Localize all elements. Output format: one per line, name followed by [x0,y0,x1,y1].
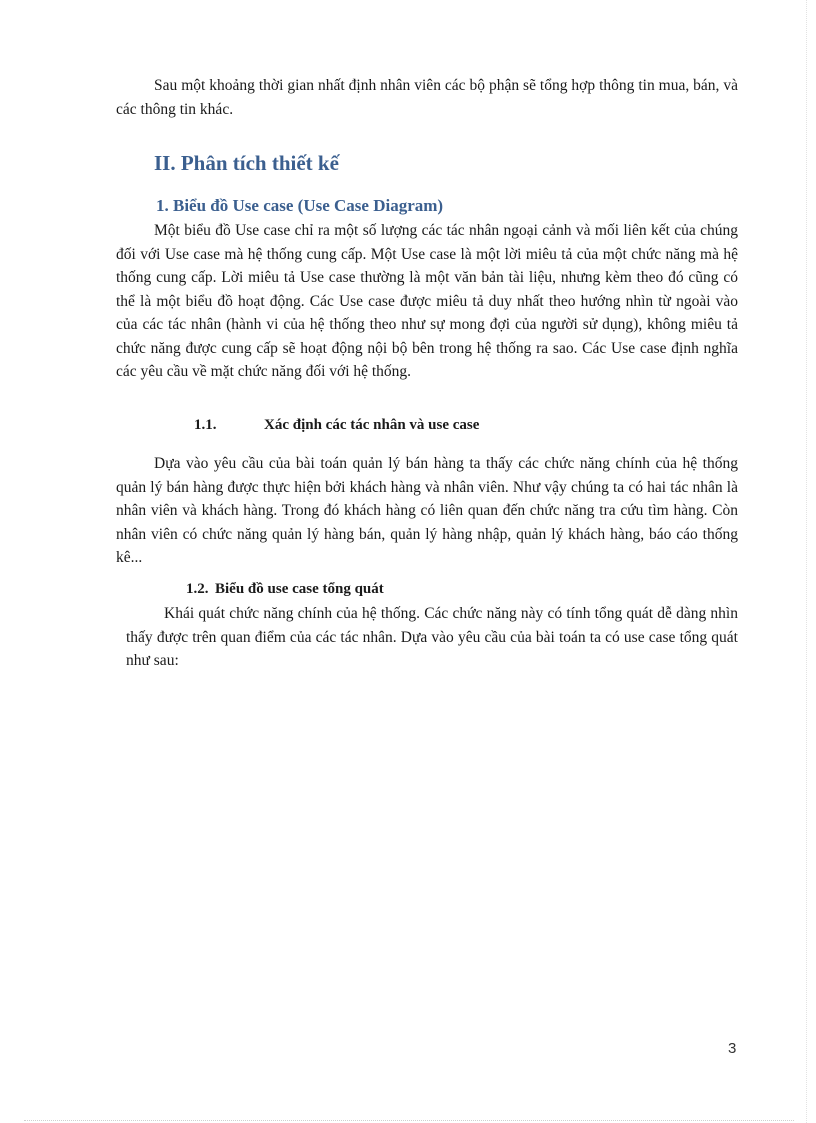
page-edge-divider [806,0,807,1123]
heading-1-2-title: Biểu đồ use case tổng quát [215,581,384,597]
footer-divider [24,1120,794,1121]
subsection-heading: 1. Biểu đồ Use case (Use Case Diagram) [156,196,444,215]
page-number: 3 [728,1040,737,1057]
intro-paragraph: Sau một khoảng thời gian nhất định nhân viên các bộ phận sẽ tổng hợp thông tin mua, bán, và các thông tin khác. [116,77,738,118]
heading-1-1 [194,417,479,434]
heading-1-1-number: 1.1. [194,417,217,433]
usecase-paragraph: Một biểu đồ Use case chỉ ra một số lượng các tác nhân ngoại cảnh và mối liên kết của chúng đối với Use case mà hệ thống cung cấp. Một Use case là một lời miêu tả của một chức năng mà hệ thống cung cấp. Lời miêu tả Use case thường là một văn bản tài liệu, nhưng kèm theo đó cũng có thể là một biểu đồ hoạt động. Các Use case được miêu tả duy nhất theo hướng nhìn từ ngoài vào của các tác nhân (hành vi của hệ thống theo như sự mong đợi của người sử dụng), không miêu tả chức năng được cung cấp sẽ hoạt động nội bộ bên trong hệ thống ra sao. Các Use case định nghĩa các yêu cầu về mặt chức năng đối với hệ thống. [116,222,738,380]
heading-1-2-number: 1.2. [186,581,209,597]
section-heading: II. Phân tích thiết kế [154,151,339,175]
heading-1-2 [186,581,384,598]
heading-1-1-title: Xác định các tác nhân và use case [264,417,480,433]
actors-paragraph: Dựa vào yêu cầu của bài toán quản lý bán hàng ta thấy các chức năng chính của hệ thống quản lý bán hàng được thực hiện bởi khách hàng và nhân viên. Như vậy chúng ta có hai tác nhân là nhân viên và khách hàng. Trong đó khách hàng có liên quan đến chức năng tra cứu tìm hàng. Còn nhân viên có chức năng quản lý hàng bán, quản lý hàng nhập, quản lý khách hàng, báo cáo thống kê... [116,455,738,566]
general-paragraph: Khái quát chức năng chính của hệ thống. Các chức năng này có tính tổng quát dễ dàng nhìn thấy được trên quan điểm của các tác nhân. Dựa vào yêu cầu của bài toán ta có use case tổng quát như sau: [126,605,738,669]
